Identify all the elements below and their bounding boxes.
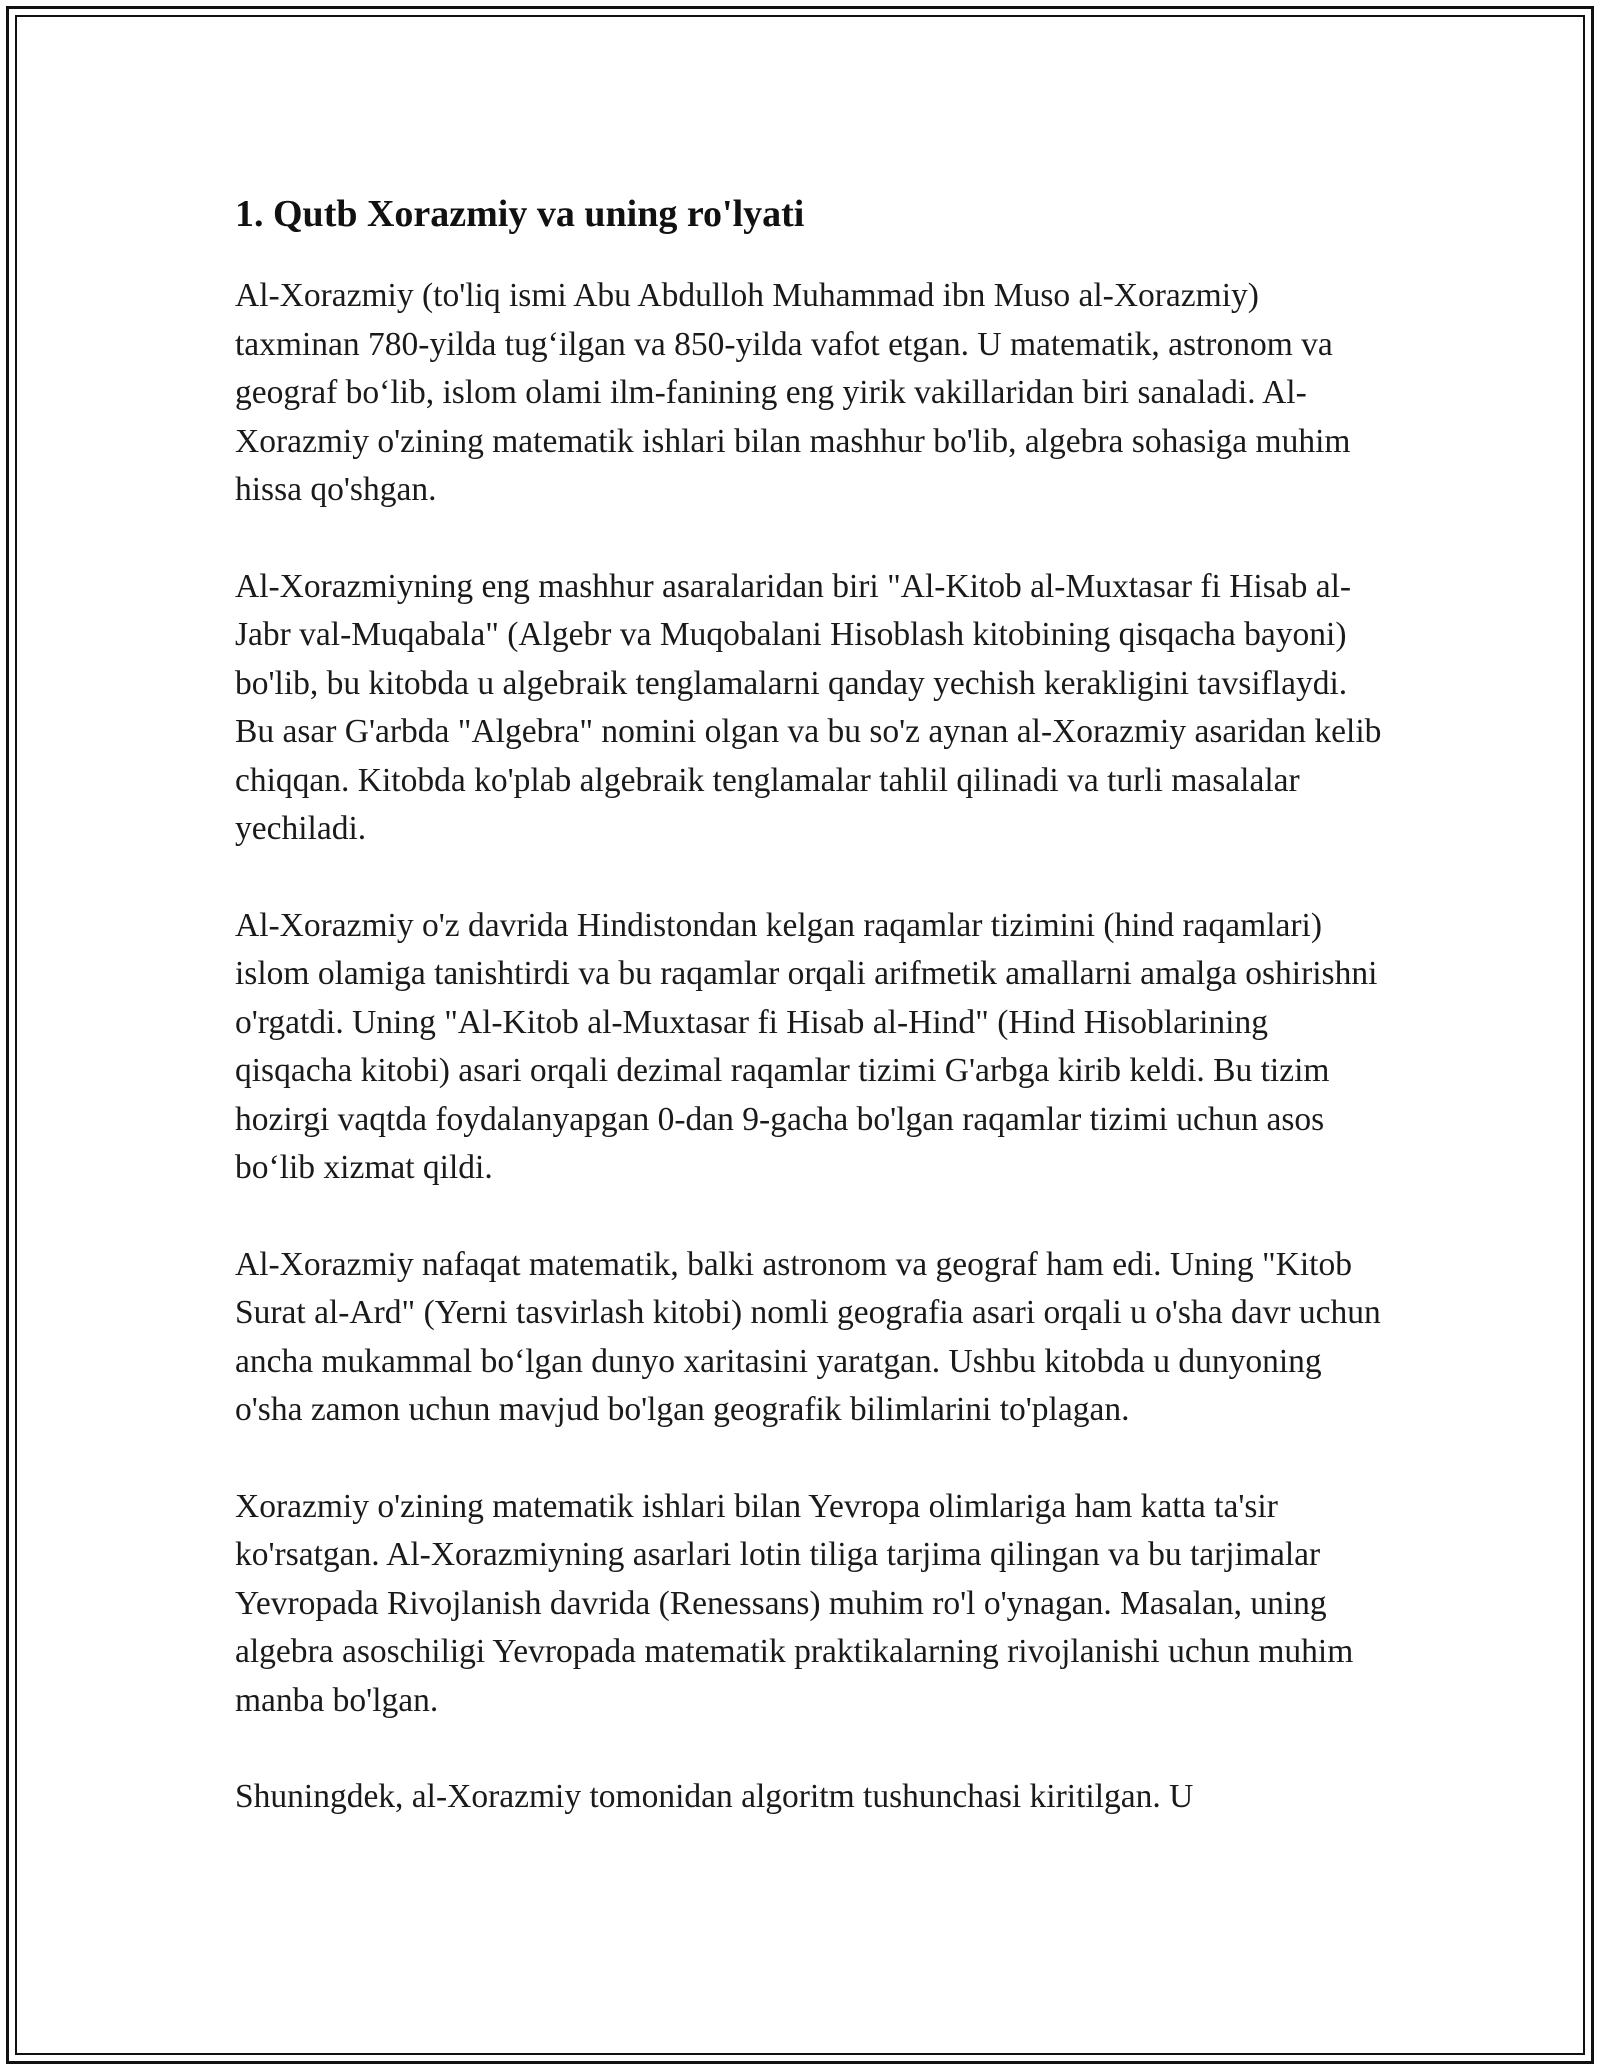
paragraph-geography: Al-Xorazmiy nafaqat matematik, balki astronom va geograf ham edi. Uning "Kitob Surat al-Ard" (Yerni tasvirlash kitobi) nomli geografia asari orqali u o'sha davr uchun ancha mukammal bo‘lgan dunyo xaritasini yaratgan. Ushbu kitobda u dunyoning o'sha zamon uchun mavjud bo'lgan geografik bilimlarini to'plagan. xyxy=(235,1245,1381,1428)
paragraph-numeral-system: Al-Xorazmiy o'z davrida Hindistondan kelgan raqamlar tizimini (hind raqamlari) islom olamiga tanishtirdi va bu raqamlar orqali arifmetik amallarni amalga oshirishni o'rgatdi. Uning "Al-Kitob al-Muxtasar fi Hisab al-Hind" (Hind Hisoblarining qisqacha kitobi) asari orqali dezimal raqamlar tizimi G'arbga kirib keldi. Bu tizim hozirgi vaqtda foydalanyapgan 0-dan 9-gacha bo'lgan raqamlar tizimi uchun asos bo‘lib xizmat qildi. xyxy=(235,906,1378,1186)
paragraph-algebra-book: Al-Xorazmiyning eng mashhur asaralaridan biri "Al-Kitob al-Muxtasar fi Hisab al-Jabr val-Muqabala" (Algebr va Muqobalani Hisoblash kitobining qisqacha bayoni) bo'lib, bu kitobda u algebraik tenglamalarni qanday yechish kerakligini tavsiflaydi. Bu asar G'arbda "Algebra" nomini olgan va bu so'z aynan al-Xorazmiy asaridan kelib chiqqan. Kitobda ko'plab algebraik tenglamalar tahlil qilinadi va turli masalalar yechiladi. xyxy=(235,567,1382,847)
paragraph-intro: Al-Xorazmiy (to'liq ismi Abu Abdulloh Muhammad ibn Muso al-Xorazmiy) taxminan 780-yilda tug‘ilgan va 850-yilda vafot etgan. U matematik, astronom va geograf bo‘lib, islom olami ilm-fanining eng yirik vakillaridan biri sanaladi. Al-Xorazmiy o'zining matematik ishlari bilan mashhur bo'lib, algebra sohasiga muhim hissa qo'shgan. xyxy=(235,277,1351,508)
section-heading: 1. Qutb Xorazmiy va uning ro'lyati xyxy=(235,193,805,235)
paragraph-europe-influence: Xorazmiy o'zining matematik ishlari bilan Yevropa olimlariga ham katta ta'sir ko'rsatgan. Al-Xorazmiyning asarlari lotin tiliga tarjima qilingan va bu tarjimalar Yevropada Rivojlanish davrida (Renessans) muhim ro'l o'ynagan. Masalan, uning algebra asoschiligi Yevropada matematik praktikalarning rivojlanishi uchun muhim manba bo'lgan. xyxy=(235,1487,1354,1719)
paragraph-algorithm: Shuningdek, al-Xorazmiy tomonidan algoritm tushunchasi kiritilgan. U xyxy=(235,1778,1194,1815)
document-body xyxy=(235,188,1385,1822)
